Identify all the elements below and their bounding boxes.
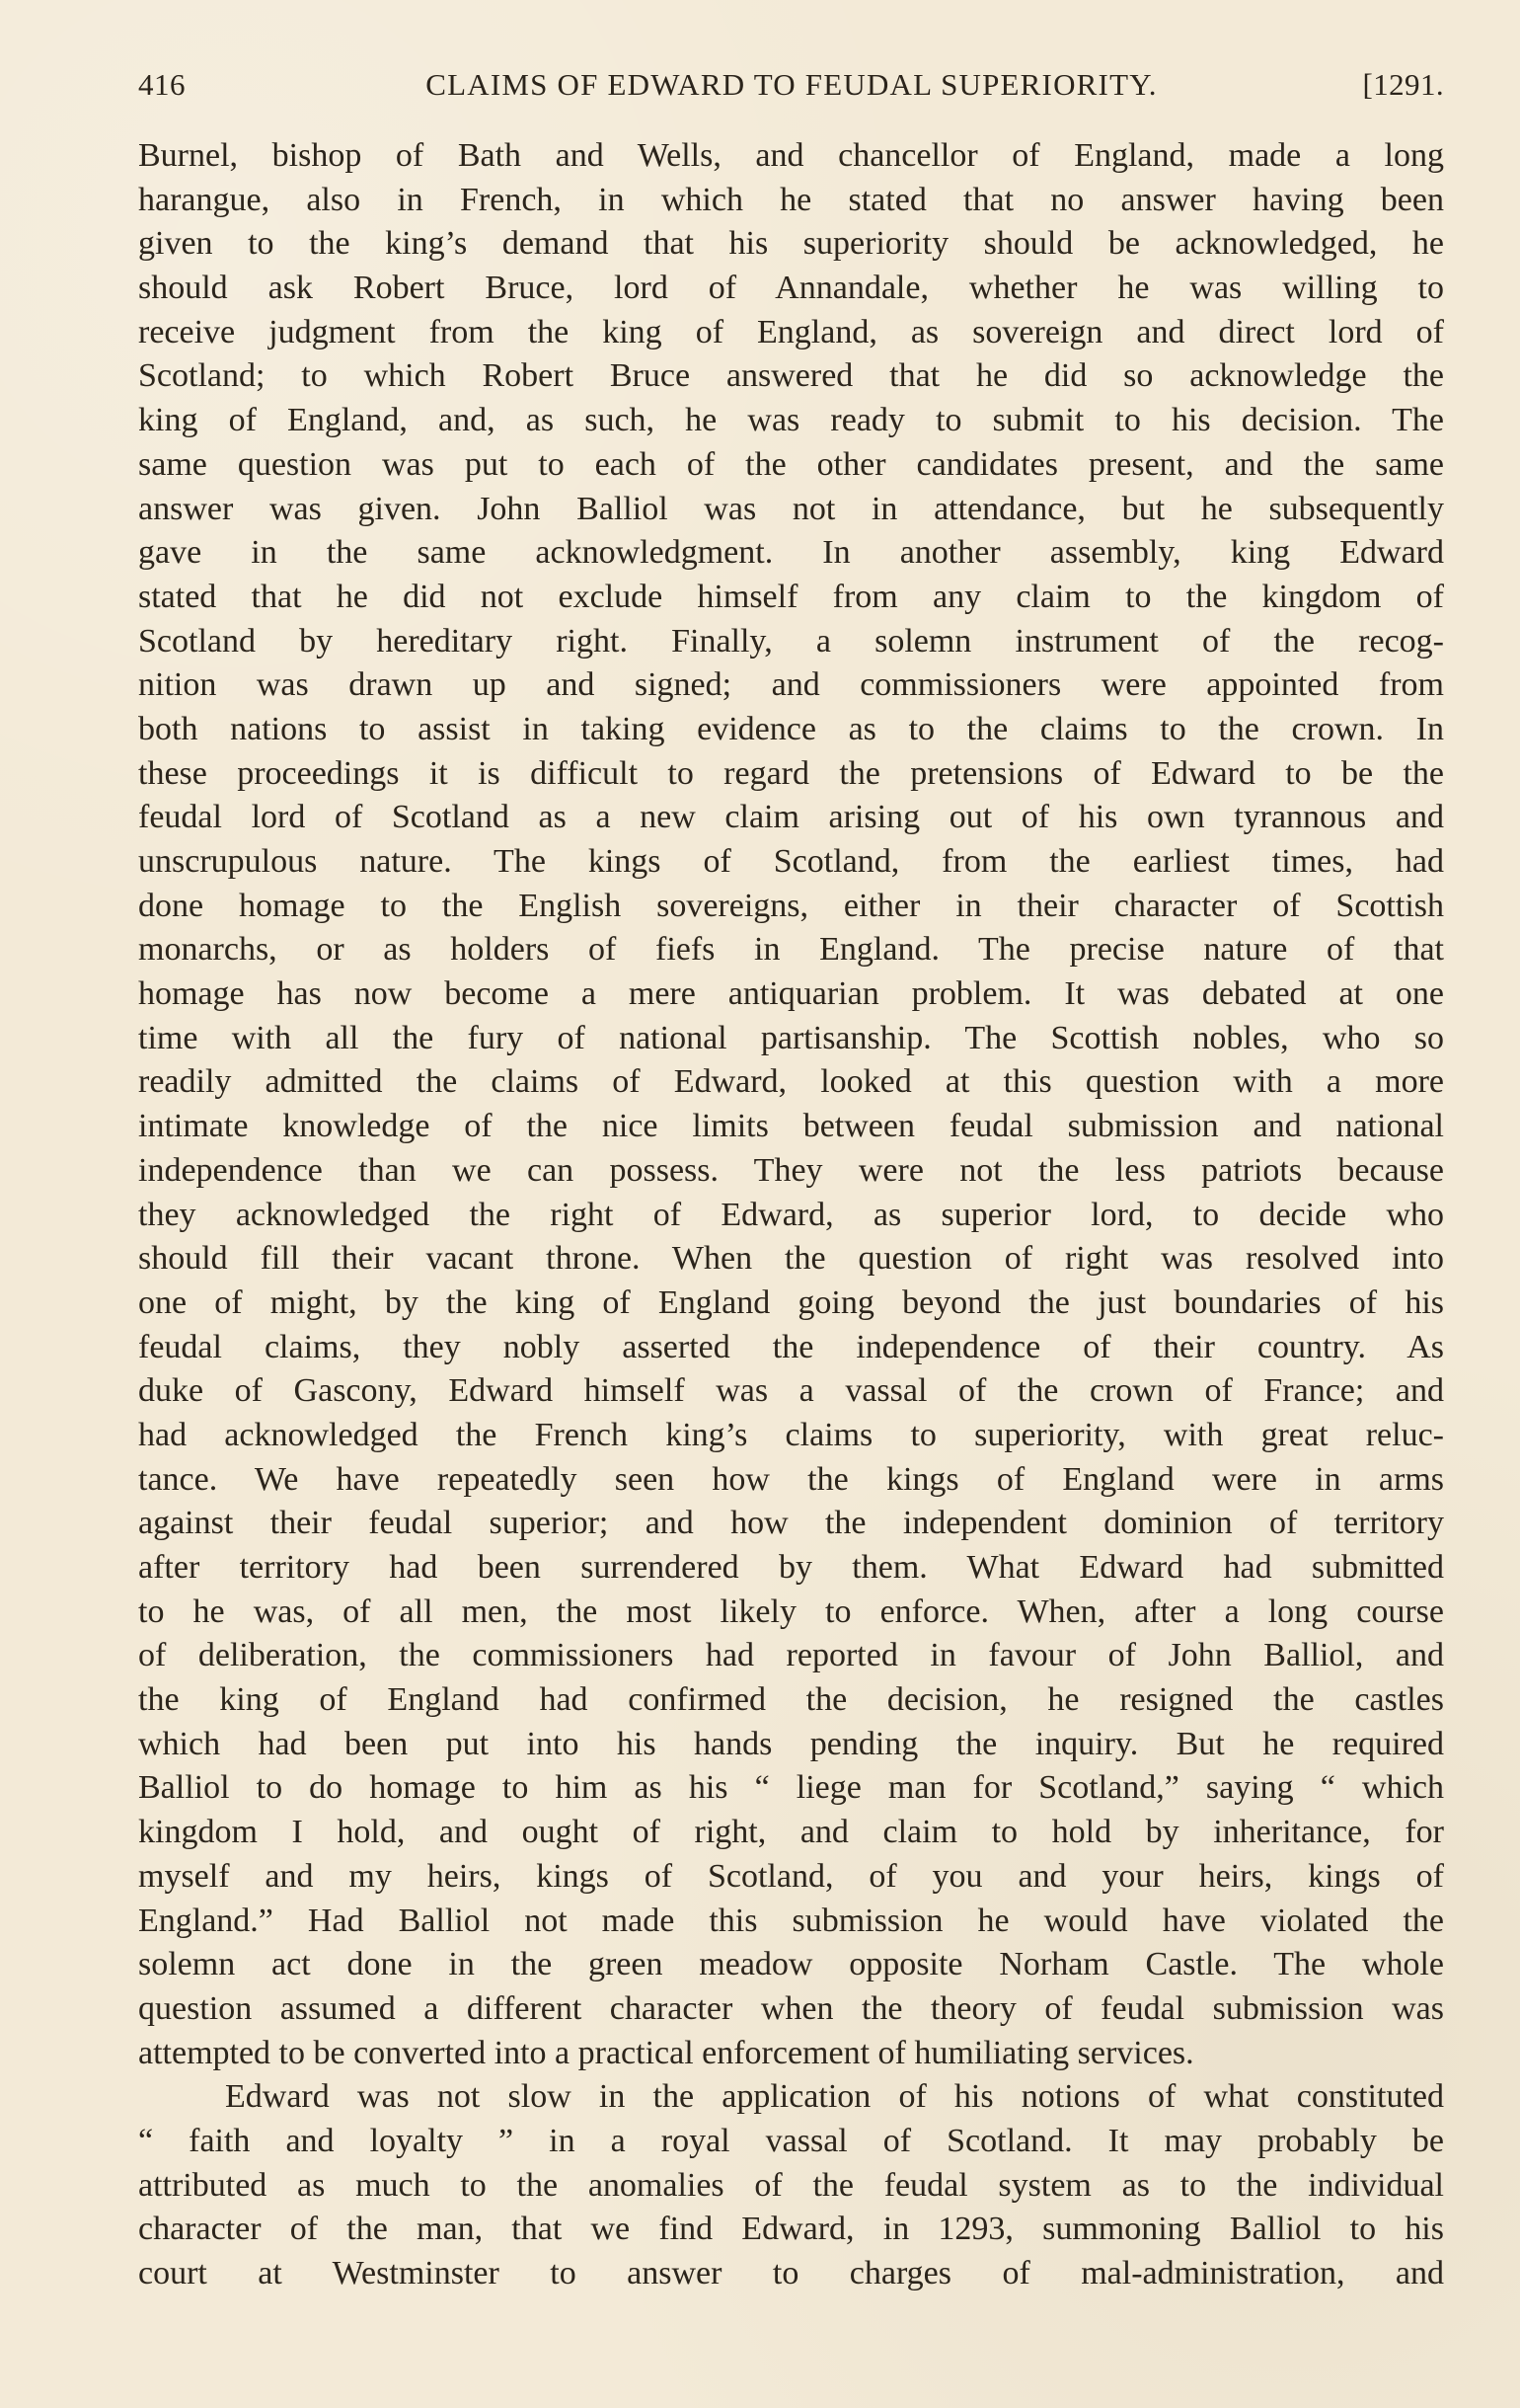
text-line: unscrupulous nature. The kings of Scotland, from the earliest times, had <box>138 843 1444 880</box>
text-line: Edward was not slow in the application of his notions of what constituted <box>225 2078 1444 2116</box>
text-line: attributed as much to the anomalies of the feudal system as to the individual <box>138 2166 1444 2204</box>
text-line: character of the man, that we find Edward, in 1293, summoning Balliol to his <box>138 2211 1444 2248</box>
text-line: court at Westminster to answer to charges of mal-administration, and <box>138 2255 1444 2291</box>
text-line: one of might, by the king of England going beyond the just boundaries of his <box>138 1283 1444 1321</box>
text-line: king of England, and, as such, he was ready to submit to his decision. The <box>138 402 1444 439</box>
text-line: attempted to be converted into a practical enforcement of humiliating services. <box>138 2034 1194 2071</box>
text-line: of deliberation, the commissioners had reported in favour of John Balliol, and <box>138 1637 1444 1674</box>
text-line: should fill their vacant throne. When the question of right was resolved into <box>138 1240 1444 1278</box>
text-line: had acknowledged the French king’s claims to superiority, with great reluc- <box>138 1416 1444 1453</box>
text-line: time with all the fury of national partisanship. The Scottish nobles, who so <box>138 1019 1444 1056</box>
text-line: harangue, also in French, in which he stated that no answer having been <box>138 181 1444 218</box>
chapter-heading: CLAIMS OF EDWARD TO FEUDAL SUPERIORITY. <box>425 67 1158 102</box>
text-line: should ask Robert Bruce, lord of Annandale, whether he was willing to <box>138 270 1444 307</box>
page-number: 416 <box>138 67 186 102</box>
text-line: homage has now become a mere antiquarian problem. It was debated at one <box>138 975 1444 1013</box>
text-line: same question was put to each of the other candidates present, and the same <box>138 445 1444 483</box>
text-line: question assumed a different character when the theory of feudal submission was <box>138 1989 1444 2027</box>
text-line: they acknowledged the right of Edward, as superior lord, to decide who <box>138 1196 1444 1233</box>
text-line: tance. We have repeatedly seen how the kings of England were in arms <box>138 1460 1444 1498</box>
text-line: against their feudal superior; and how the independent dominion of territory <box>138 1505 1444 1542</box>
text-line: kingdom I hold, and ought of right, and claim to hold by inheritance, for <box>138 1814 1444 1851</box>
text-line: readily admitted the claims of Edward, looked at this question with a more <box>138 1063 1444 1101</box>
text-line: solemn act done in the green meadow opposite Norham Castle. The whole <box>138 1946 1444 1983</box>
text-line: nition was drawn up and signed; and commissioners were appointed from <box>138 666 1444 704</box>
text-line: after territory had been surrendered by them. What Edward had submitted <box>138 1549 1444 1586</box>
text-line: these proceedings it is difficult to regard the pretensions of Edward to be the <box>138 754 1444 792</box>
text-line: intimate knowledge of the nice limits between feudal submission and national <box>138 1108 1444 1145</box>
running-head <box>138 67 1444 111</box>
text-line: gave in the same acknowledgment. In another assembly, king Edward <box>138 534 1444 572</box>
text-line: done homage to the English sovereigns, either in their character of Scottish <box>138 887 1444 924</box>
text-line: feudal lord of Scotland as a new claim arising out of his own tyrannous and <box>138 799 1444 836</box>
text-line: Scotland by hereditary right. Finally, a solemn instrument of the recog- <box>138 622 1444 660</box>
text-line: England.” Had Balliol not made this submission he would have violated the <box>138 1902 1444 1939</box>
paragraph-2 <box>138 2075 1444 2295</box>
text-line: “ faith and loyalty ” in a royal vassal of Scotland. It may probably be <box>138 2122 1444 2159</box>
text-line: feudal claims, they nobly asserted the independence of their country. As <box>138 1328 1444 1365</box>
text-line: duke of Gascony, Edward himself was a vassal of the crown of France; and <box>138 1372 1444 1410</box>
year-marker: [1291. <box>1362 67 1444 102</box>
text-line: receive judgment from the king of England, as sovereign and direct lord of <box>138 313 1444 350</box>
text-line: answer was given. John Balliol was not in attendance, but he subsequently <box>138 490 1444 527</box>
text-line: Burnel, bishop of Bath and Wells, and chancellor of England, made a long <box>138 137 1444 174</box>
text-line: Balliol to do homage to him as his “ liege man for Scotland,” saying “ which <box>138 1769 1444 1807</box>
text-line: to he was, of all men, the most likely to enforce. When, after a long course <box>138 1592 1444 1630</box>
text-line: monarchs, or as holders of fiefs in England. The precise nature of that <box>138 931 1444 969</box>
text-line: both nations to assist in taking evidence as to the claims to the crown. In <box>138 710 1444 747</box>
text-line: the king of England had confirmed the decision, he resigned the castles <box>138 1681 1444 1719</box>
text-line: independence than we can possess. They were not the less patriots because <box>138 1151 1444 1189</box>
body-text <box>138 134 1444 2306</box>
text-line: stated that he did not exclude himself from any claim to the kingdom of <box>138 578 1444 615</box>
text-line: myself and my heirs, kings of Scotland, of you and your heirs, kings of <box>138 1857 1444 1895</box>
paragraph-1 <box>138 134 1444 2075</box>
text-line: which had been put into his hands pending the inquiry. But he required <box>138 1725 1444 1762</box>
text-line: given to the king’s demand that his superiority should be acknowledged, he <box>138 225 1444 263</box>
text-line: Scotland; to which Robert Bruce answered that he did so acknowledge the <box>138 357 1444 395</box>
